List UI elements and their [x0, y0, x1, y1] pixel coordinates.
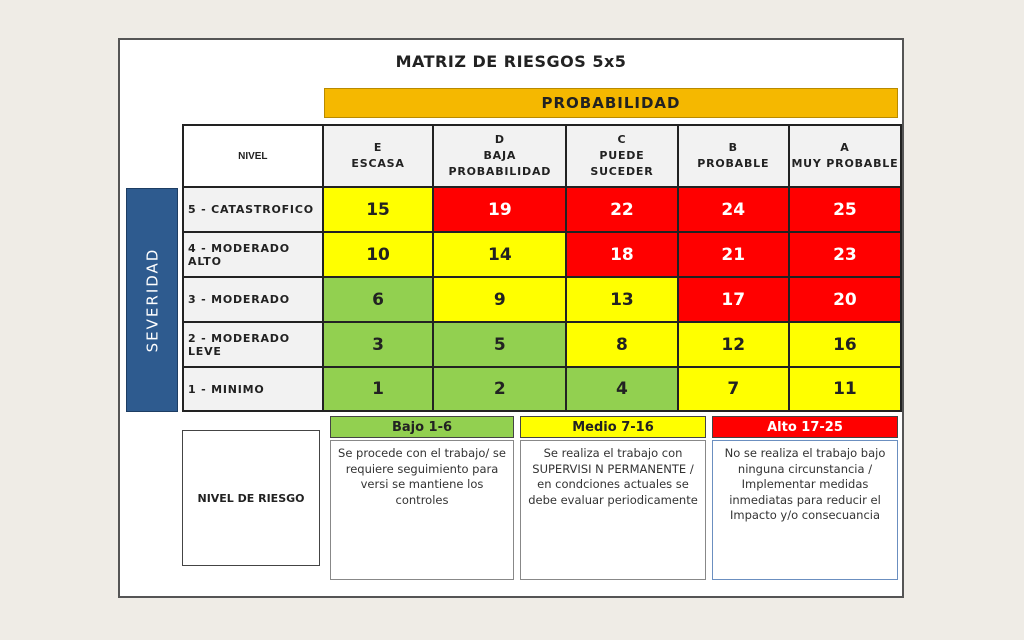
column-header: [323, 125, 434, 187]
risk-cell: 23: [789, 232, 901, 277]
column-header: [678, 125, 789, 187]
column-name: ESCASA: [351, 157, 405, 170]
risk-cell: 14: [433, 232, 566, 277]
risk-cell: 1: [323, 367, 434, 411]
risk-cell: 7: [678, 367, 789, 411]
risk-cell: 22: [566, 187, 677, 232]
risk-cell: 4: [566, 367, 677, 411]
risk-cell: 12: [678, 322, 789, 367]
risk-cell: 6: [323, 277, 434, 322]
column-header: [566, 125, 677, 187]
legend-desc-medium: Se realiza el trabajo con SUPERVISI N PERMANENTE / en condciones actuales se debe evaluar periodicamente: [520, 440, 706, 580]
risk-cell: 17: [678, 277, 789, 322]
severity-row-label: 1 - MINIMO: [183, 367, 323, 411]
column-letter: B: [728, 141, 738, 154]
legend-desc-low: Se procede con el trabajo/ se requiere seguimiento para versi se mantiene los controles: [330, 440, 514, 580]
severity-row-label: 2 - MODERADO LEVE: [183, 322, 323, 367]
risk-cell: 13: [566, 277, 677, 322]
column-name: PROBABLE: [697, 157, 770, 170]
severity-header: [126, 188, 178, 412]
risk-cell: 19: [433, 187, 566, 232]
risk-cell: 18: [566, 232, 677, 277]
risk-matrix-frame: [118, 38, 904, 598]
risk-cell: 25: [789, 187, 901, 232]
column-letter: A: [840, 141, 850, 154]
column-header-row: [183, 125, 901, 187]
matrix-row: [183, 277, 901, 322]
risk-cell: 11: [789, 367, 901, 411]
legend-desc-high: No se realiza el trabajo bajo ninguna circunstancia / Implementar medidas inmediatas para reducir el Impacto y/o consecuancia: [712, 440, 898, 580]
severity-row-label: 4 - MODERADO ALTO: [183, 232, 323, 277]
risk-cell: 2: [433, 367, 566, 411]
column-letter: C: [617, 133, 627, 146]
risk-cell: 9: [433, 277, 566, 322]
matrix-row: [183, 367, 901, 411]
risk-cell: 8: [566, 322, 677, 367]
severity-label: SEVERIDAD: [143, 247, 161, 353]
matrix-row: [183, 232, 901, 277]
risk-matrix-table: [182, 124, 902, 412]
page-title: MATRIZ DE RIESGOS 5x5: [395, 52, 627, 71]
column-header: [789, 125, 901, 187]
column-letter: D: [494, 133, 505, 146]
risk-cell: 15: [323, 187, 434, 232]
nivel-de-riesgo-label: NIVEL DE RIESGO: [182, 430, 320, 566]
risk-cell: 21: [678, 232, 789, 277]
legend-level-low: Bajo 1-6: [330, 416, 514, 438]
column-letter: E: [373, 141, 383, 154]
probability-header: PROBABILIDAD: [324, 88, 898, 118]
severity-row-label: 3 - MODERADO: [183, 277, 323, 322]
nivel-header: NIVEL: [183, 125, 323, 187]
risk-cell: 3: [323, 322, 434, 367]
legend-level-medium: Medio 7-16: [520, 416, 706, 438]
risk-cell: 20: [789, 277, 901, 322]
risk-cell: 5: [433, 322, 566, 367]
matrix-row: [183, 187, 901, 232]
column-name: MUY PROBABLE: [791, 157, 899, 170]
severity-row-label: 5 - CATASTROFICO: [183, 187, 323, 232]
risk-cell: 10: [323, 232, 434, 277]
risk-cell: 24: [678, 187, 789, 232]
risk-cell: 16: [789, 322, 901, 367]
column-name: PUEDE SUCEDER: [590, 149, 654, 178]
legend-level-high: Alto 17-25: [712, 416, 898, 438]
matrix-row: [183, 322, 901, 367]
column-name: BAJA PROBABILIDAD: [448, 149, 552, 178]
column-header: [433, 125, 566, 187]
